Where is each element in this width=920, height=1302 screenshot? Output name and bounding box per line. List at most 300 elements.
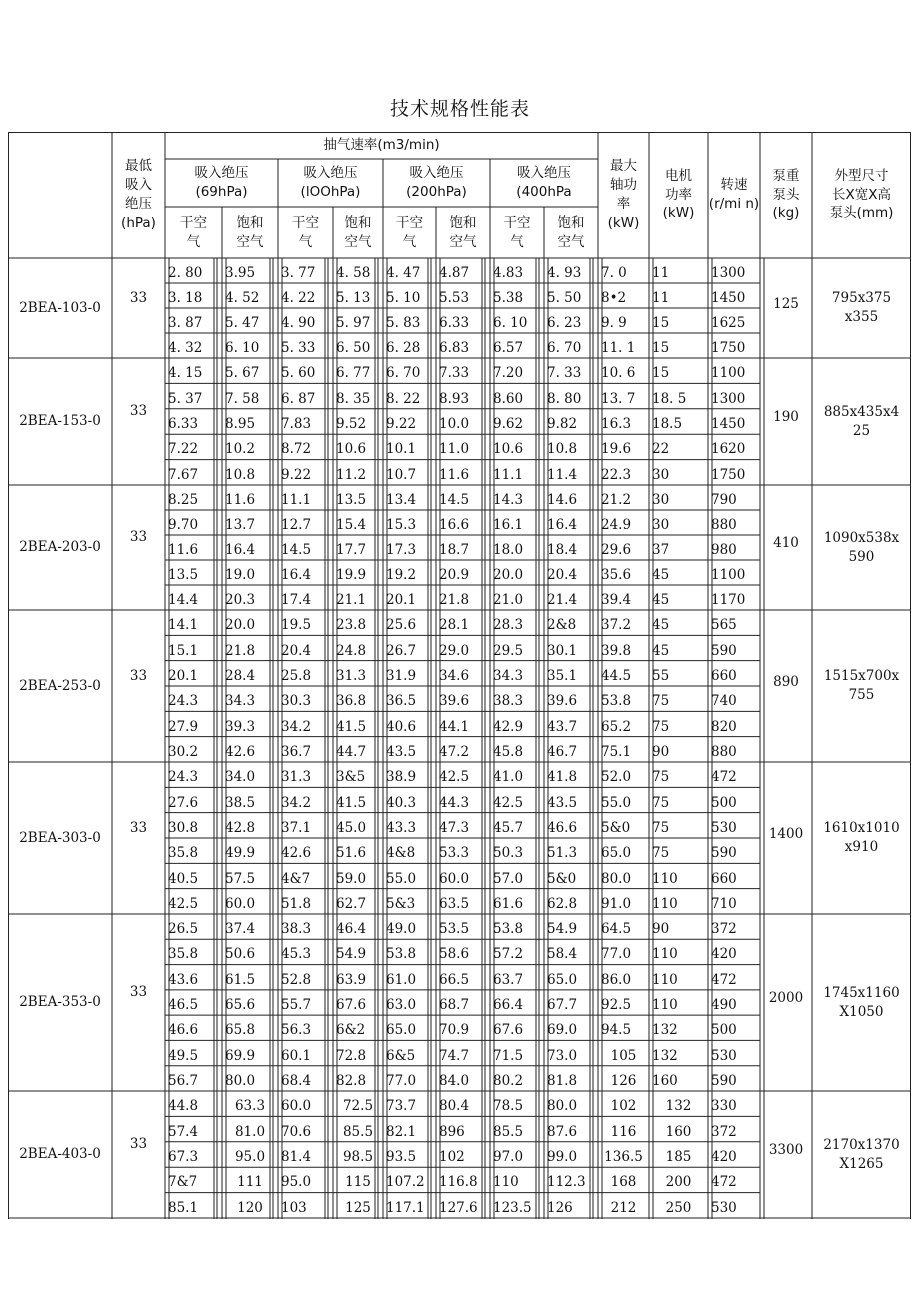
data-cell-line-1: 80.0 [601,870,632,887]
data-cell-g6-r3-c9 [598,965,649,990]
data-cell-line-1: 15.3 [386,517,417,534]
data-cell-line-1: 110 [652,971,678,988]
data-cell-line-1: 63.9 [336,971,367,988]
data-cell-g6-r3-c1 [165,965,222,990]
data-cell-g4-r5-c8 [544,711,598,736]
data-cell-line-1: 4. 52 [225,290,260,307]
data-cell-g4-r4-c11 [708,686,760,711]
data-cell-line-1: 54.9 [547,921,578,938]
model-cell-7-line-1: 2BEA-403-0 [19,1146,101,1163]
data-cell-line-1: 20.3 [225,592,256,609]
data-cell-line-1: 37.4 [225,921,256,938]
data-cell-line-1: 55.0 [601,794,632,811]
data-cell-g2-r5-c10 [649,460,708,485]
data-cell-g4-r2-c3 [278,635,333,660]
data-cell-g1-r1-c8 [544,258,598,283]
data-cell-line-1: 8. 22 [386,390,421,407]
data-cell-line-1: 16.1 [493,517,524,534]
data-cell-g5-r6-c1 [165,889,222,914]
data-cell-g7-r2-c10 [649,1116,708,1141]
data-cell-g3-r2-c9 [598,510,649,535]
header-weight-line-3: (kg) [772,205,800,222]
data-cell-line-1: 47.3 [439,819,470,836]
data-cell-line-1: 110 [652,895,678,912]
header-dimensions-line-3: 泵头(mm) [829,205,894,222]
data-cell-g6-r7-c1 [165,1066,222,1091]
data-cell-g5-r1-c4 [333,762,383,787]
data-cell-line-1: 5. 97 [336,315,371,332]
data-cell-line-1: 5. 60 [281,365,316,382]
model-cell-3-line-1: 2BEA-203-0 [19,539,101,556]
data-cell-line-1: 13.5 [336,492,367,509]
data-cell-line-1: 38.9 [386,769,417,786]
data-cell-g2-r2-c5 [383,383,436,408]
data-cell-g4-r3-c11 [708,661,760,686]
min-pressure-cell-5-line-1: 33 [129,819,148,836]
data-cell-g1-r4-c5 [383,333,436,358]
data-cell-g4-r1-c4 [333,610,383,635]
data-cell-g4-r4-c10 [649,686,708,711]
data-cell-line-1: 65.0 [601,845,632,862]
data-cell-line-1: 42.6 [281,845,312,862]
header-dry-air-1-line-1: 干空 [180,214,207,231]
data-cell-line-1: 420 [711,1149,737,1166]
data-cell-g2-r3-c6 [436,409,490,434]
dimensions-cell-3-line-2: 590 [848,548,875,565]
data-cell-g4-r4-c5 [383,686,436,711]
data-cell-line-1: 65.2 [601,718,632,735]
weight-cell-2 [760,358,812,477]
header-motor-power-line-1: 电机 [664,167,692,184]
data-cell-line-1: 7. 33 [547,365,582,382]
data-cell-g7-r4-c4 [333,1167,383,1192]
data-cell-line-1: 53.3 [439,845,470,862]
data-cell-line-1: 372 [711,1123,737,1140]
data-cell-g2-r3-c7 [490,409,544,434]
header-pressure-3-line-1: 吸入绝压 [409,165,464,182]
data-cell-line-1: 117.1 [386,1199,425,1216]
data-cell-g4-r1-c10 [649,610,708,635]
data-cell-g4-r1-c9 [598,610,649,635]
model-cell-7 [8,1091,112,1218]
header-pressure-2-line-1: 吸入绝压 [303,165,358,182]
data-cell-g7-r1-c5 [383,1091,436,1116]
data-cell-line-1: 57.0 [493,870,524,887]
data-cell-line-1: 41.0 [493,769,524,786]
data-cell-g7-r4-c11 [708,1167,760,1192]
data-cell-line-1: 35.1 [547,667,578,684]
data-cell-line-1: 7&7 [168,1174,198,1191]
data-cell-line-1: 51.3 [547,845,578,862]
data-cell-line-1: 30 [652,466,670,483]
data-cell-line-1: 116.8 [439,1174,478,1191]
data-cell-g1-r3-c2 [222,308,278,333]
data-cell-g7-r5-c4 [333,1193,383,1218]
data-cell-g3-r2-c2 [222,510,278,535]
data-cell-g3-r4-c4 [333,560,383,585]
data-cell-g2-r3-c2 [222,409,278,434]
data-cell-g5-r2-c8 [544,787,598,812]
data-cell-g4-r1-c1 [165,610,222,635]
data-cell-line-1: 73.7 [386,1098,417,1115]
data-cell-g4-r1-c6 [436,610,490,635]
data-cell-g6-r6-c4 [333,1040,383,1065]
data-cell-g7-r3-c3 [278,1142,333,1167]
data-cell-g3-r5-c6 [436,585,490,610]
data-cell-g5-r5-c8 [544,863,598,888]
data-cell-g6-r7-c4 [333,1066,383,1091]
data-cell-g3-r3-c11 [708,535,760,560]
data-cell-line-1: 11.0 [439,441,470,458]
data-cell-g1-r2-c5 [383,283,436,308]
data-cell-line-1: 90 [652,921,670,938]
data-cell-g2-r5-c1 [165,460,222,485]
data-cell-g7-r3-c6 [436,1142,490,1167]
data-cell-g6-r6-c10 [649,1040,708,1065]
data-cell-line-1: 34.2 [281,794,312,811]
data-cell-g7-r3-c8 [544,1142,598,1167]
data-cell-line-1: 34.3 [225,693,256,710]
data-cell-line-1: 6. 77 [336,365,371,382]
data-cell-line-1: 67.7 [547,997,578,1014]
data-cell-g7-r2-c1 [165,1116,222,1141]
data-cell-line-1: 19.0 [225,567,256,584]
data-cell-line-1: 42.5 [493,794,524,811]
data-cell-g6-r3-c10 [649,965,708,990]
data-cell-g3-r3-c6 [436,535,490,560]
data-cell-line-1: 44.5 [601,667,632,684]
data-cell-line-1: 62.8 [547,895,578,912]
data-cell-line-1: 57.2 [493,946,524,963]
dimensions-cell-2-line-2: 25 [852,422,871,439]
data-cell-g3-r2-c5 [383,510,436,535]
data-cell-g5-r4-c9 [598,838,649,863]
data-cell-g3-r3-c10 [649,535,708,560]
data-cell-line-1: 102 [439,1149,465,1166]
data-cell-line-1: 110 [493,1174,519,1191]
data-cell-line-1: 43.6 [168,971,199,988]
data-cell-line-1: 81.0 [234,1123,266,1140]
data-cell-line-1: 94.5 [601,1022,632,1039]
data-cell-line-1: 63.5 [439,895,470,912]
data-cell-line-1: 40.5 [168,870,199,887]
dimensions-cell-3 [812,485,911,610]
model-cell-5-line-1: 2BEA-303-0 [19,829,101,846]
data-cell-line-1: 9.82 [547,416,578,433]
header-dry-air-3-line-1: 干空 [396,214,423,231]
data-cell-g7-r3-c10 [649,1142,708,1167]
data-cell-line-1: 99.0 [547,1149,578,1166]
data-cell-line-1: 70.9 [439,1022,470,1039]
model-cell-5 [8,762,112,914]
data-cell-line-1: 11. 1 [601,340,636,357]
data-cell-g4-r6-c4 [333,737,383,762]
dimensions-cell-5 [812,762,911,914]
min-pressure-cell-5 [112,762,165,894]
data-cell-line-1: 30 [652,517,670,534]
data-cell-line-1: 102 [610,1098,637,1115]
data-cell-line-1: 69.9 [225,1047,256,1064]
data-cell-g3-r4-c6 [436,560,490,585]
dimensions-cell-6-line-2: X1050 [839,1003,884,1020]
data-cell-line-1: 127.6 [439,1199,478,1216]
data-cell-line-1: 590 [711,1072,737,1089]
header-dry-air-2-line-2: 气 [298,233,313,250]
data-cell-line-1: 85.5 [493,1123,524,1140]
data-cell-g4-r6-c2 [222,737,278,762]
data-cell-g1-r4-c6 [436,333,490,358]
data-cell-g4-r3-c4 [333,661,383,686]
data-cell-g2-r4-c5 [383,434,436,459]
data-cell-g7-r5-c2 [222,1193,278,1218]
data-cell-g3-r4-c10 [649,560,708,585]
data-cell-line-1: 36.7 [281,743,312,760]
weight-cell-4-line-1: 890 [773,673,799,690]
data-cell-line-1: 9. 9 [601,315,627,332]
data-cell-g2-r1-c2 [222,358,278,383]
data-cell-line-1: 15 [652,340,670,357]
data-cell-g4-r3-c3 [278,661,333,686]
header-min-suction [112,132,165,258]
data-cell-line-1: 120 [237,1199,263,1216]
data-cell-g6-r1-c7 [490,914,544,939]
data-cell-g3-r5-c9 [598,585,649,610]
data-cell-g5-r5-c2 [222,863,278,888]
data-cell-line-1: 21.0 [493,592,524,609]
data-cell-line-1: 23.8 [336,617,367,634]
dimensions-cell-7-line-2: X1265 [839,1155,884,1172]
data-cell-line-1: 6.83 [439,340,470,357]
data-cell-line-1: 110 [652,946,678,963]
data-cell-g2-r4-c3 [278,434,333,459]
data-cell-g4-r2-c1 [165,635,222,660]
data-cell-g4-r6-c9 [598,737,649,762]
data-cell-line-1: 660 [711,667,737,684]
data-cell-line-1: 46.5 [168,997,199,1014]
data-cell-g7-r2-c4 [333,1116,383,1141]
data-cell-g6-r6-c7 [490,1040,544,1065]
data-cell-g4-r1-c8 [544,610,598,635]
data-cell-g5-r1-c1 [165,762,222,787]
data-cell-g2-r1-c1 [165,358,222,383]
data-cell-g7-r4-c5 [383,1167,436,1192]
data-cell-line-1: 8.93 [439,390,470,407]
header-model [8,132,112,258]
data-cell-g4-r3-c9 [598,661,649,686]
data-cell-line-1: 29.6 [601,542,632,559]
data-cell-g4-r6-c11 [708,737,760,762]
data-cell-g6-r7-c5 [383,1066,436,1091]
data-cell-g4-r2-c6 [436,635,490,660]
data-cell-g3-r5-c4 [333,585,383,610]
data-cell-line-1: 500 [711,794,737,811]
data-cell-line-1: 95.0 [234,1149,266,1166]
data-cell-g4-r1-c2 [222,610,278,635]
data-cell-g7-r2-c3 [278,1116,333,1141]
data-cell-line-1: 16.6 [439,517,470,534]
data-cell-g7-r2-c9 [598,1116,649,1141]
data-cell-g7-r5-c11 [708,1193,760,1218]
data-cell-g5-r2-c1 [165,787,222,812]
data-cell-g6-r1-c11 [708,914,760,939]
data-cell-g4-r2-c8 [544,635,598,660]
data-cell-line-1: 590 [711,642,737,659]
data-cell-line-1: 13.7 [225,517,256,534]
data-cell-g6-r6-c2 [222,1040,278,1065]
data-cell-g7-r5-c6 [436,1193,490,1218]
data-cell-line-1: 37.2 [601,617,632,634]
data-cell-line-1: 77.0 [601,946,632,963]
data-cell-line-1: 7.33 [439,365,470,382]
data-cell-line-1: 67.3 [168,1149,199,1166]
data-cell-line-1: 132 [652,1047,678,1064]
data-cell-g6-r4-c6 [436,990,490,1015]
data-cell-g6-r3-c4 [333,965,383,990]
model-cell-2 [8,358,112,485]
data-cell-g6-r2-c4 [333,939,383,964]
page-title: 技术规格性能表 [389,98,530,120]
header-max-shaft-line-2: 轴功 [609,177,637,194]
data-cell-g5-r6-c6 [436,889,490,914]
data-cell-line-1: 472 [711,1174,737,1191]
data-cell-line-1: 5. 10 [386,290,421,307]
data-cell-g3-r5-c8 [544,585,598,610]
data-cell-g3-r1-c11 [708,485,760,510]
data-cell-g1-r1-c4 [333,258,383,283]
model-cell-4-line-1: 2BEA-253-0 [19,677,101,694]
data-cell-line-1: 78.5 [493,1098,524,1115]
data-cell-line-1: 39.6 [547,693,578,710]
data-cell-line-1: 37 [652,542,670,559]
data-cell-g3-r1-c2 [222,485,278,510]
data-cell-g7-r3-c4 [333,1142,383,1167]
data-cell-line-1: 9.22 [386,416,417,433]
data-cell-g3-r3-c9 [598,535,649,560]
data-cell-line-1: 75 [652,693,670,710]
data-cell-g2-r3-c9 [598,409,649,434]
data-cell-g6-r4-c1 [165,990,222,1015]
data-cell-g6-r4-c10 [649,990,708,1015]
data-cell-line-1: 22.3 [601,466,632,483]
header-dry-air-4 [490,207,544,258]
data-cell-line-1: 45.0 [336,819,367,836]
data-cell-g7-r5-c10 [649,1193,708,1218]
data-cell-g4-r6-c1 [165,737,222,762]
data-cell-g6-r1-c4 [333,914,383,939]
data-cell-g5-r1-c8 [544,762,598,787]
header-dimensions-line-1: 外型尺寸 [834,167,889,184]
data-cell-g7-r5-c3 [278,1193,333,1218]
data-cell-line-1: 530 [711,819,737,836]
dimensions-cell-3-line-1: 1090x538x [823,529,900,546]
data-cell-line-1: 4. 58 [336,265,371,282]
data-cell-line-1: 18.7 [439,542,470,559]
data-cell-line-1: 90 [652,743,670,760]
header-sat-air-3-line-1: 饱和 [449,214,477,231]
data-cell-line-1: 72.5 [342,1098,374,1115]
data-cell-g5-r4-c2 [222,838,278,863]
data-cell-g1-r2-c4 [333,283,383,308]
weight-cell-5 [760,762,812,906]
header-sat-air-1 [222,207,278,258]
data-cell-g5-r3-c5 [383,813,436,838]
data-cell-g6-r1-c2 [222,914,278,939]
data-cell-g3-r1-c8 [544,485,598,510]
data-cell-line-1: 1620 [711,441,746,458]
data-cell-line-1: 15.4 [336,517,367,534]
data-cell-g7-r3-c1 [165,1142,222,1167]
data-cell-g2-r2-c1 [165,383,222,408]
weight-cell-4 [760,610,812,754]
data-cell-g3-r1-c6 [436,485,490,510]
data-cell-line-1: 110 [652,997,678,1014]
data-cell-g4-r4-c7 [490,686,544,711]
data-cell-line-1: 53.8 [493,921,524,938]
data-cell-g6-r3-c7 [490,965,544,990]
data-cell-g6-r2-c10 [649,939,708,964]
data-cell-g1-r3-c6 [436,308,490,333]
data-cell-g2-r2-c4 [333,383,383,408]
data-cell-g6-r5-c7 [490,1015,544,1040]
data-cell-line-1: 25.8 [281,667,312,684]
data-cell-g5-r5-c4 [333,863,383,888]
data-cell-g3-r1-c7 [490,485,544,510]
dimensions-cell-7 [812,1091,911,1218]
data-cell-line-1: 8.25 [168,492,199,509]
data-cell-line-1: 45.7 [493,819,524,836]
data-cell-line-1: 29.0 [439,642,470,659]
data-cell-line-1: 1170 [711,592,746,609]
data-cell-g2-r4-c11 [708,434,760,459]
data-cell-g5-r4-c6 [436,838,490,863]
data-cell-line-1: 1100 [711,365,746,382]
data-cell-line-1: 9.52 [336,416,367,433]
data-cell-line-1: 13.4 [386,492,417,509]
data-cell-g3-r3-c2 [222,535,278,560]
header-dry-air-4-line-2: 气 [510,233,524,250]
data-cell-g4-r5-c3 [278,711,333,736]
data-cell-line-1: 250 [665,1199,692,1216]
data-cell-g1-r2-c8 [544,283,598,308]
data-cell-g5-r2-c7 [490,787,544,812]
header-dimensions [812,132,911,258]
data-cell-line-1: 34.3 [493,667,524,684]
data-cell-g4-r5-c7 [490,711,544,736]
data-cell-line-1: 36.8 [336,693,367,710]
data-cell-g7-r2-c7 [490,1116,544,1141]
data-cell-g1-r3-c7 [490,308,544,333]
data-cell-line-1: 6.33 [439,315,470,332]
data-cell-line-1: 65.0 [547,971,578,988]
data-cell-g3-r2-c4 [333,510,383,535]
data-cell-g2-r3-c10 [649,409,708,434]
data-cell-line-1: 65.8 [225,1022,256,1039]
data-cell-line-1: 132 [665,1098,692,1115]
data-cell-line-1: 74.7 [439,1047,470,1064]
data-cell-g4-r4-c1 [165,686,222,711]
data-cell-g3-r3-c1 [165,535,222,560]
header-speed-line-1: 转速 [720,177,748,194]
data-cell-g2-r5-c7 [490,460,544,485]
data-cell-line-1: 7. 58 [225,390,260,407]
dimensions-cell-4-line-1: 1515x700x [823,668,900,685]
data-cell-g6-r6-c1 [165,1040,222,1065]
data-cell-g1-r2-c10 [649,283,708,308]
data-cell-g1-r3-c8 [544,308,598,333]
data-cell-g6-r4-c5 [383,990,436,1015]
data-cell-g7-r2-c8 [544,1116,598,1141]
data-cell-line-1: 1450 [711,290,746,307]
